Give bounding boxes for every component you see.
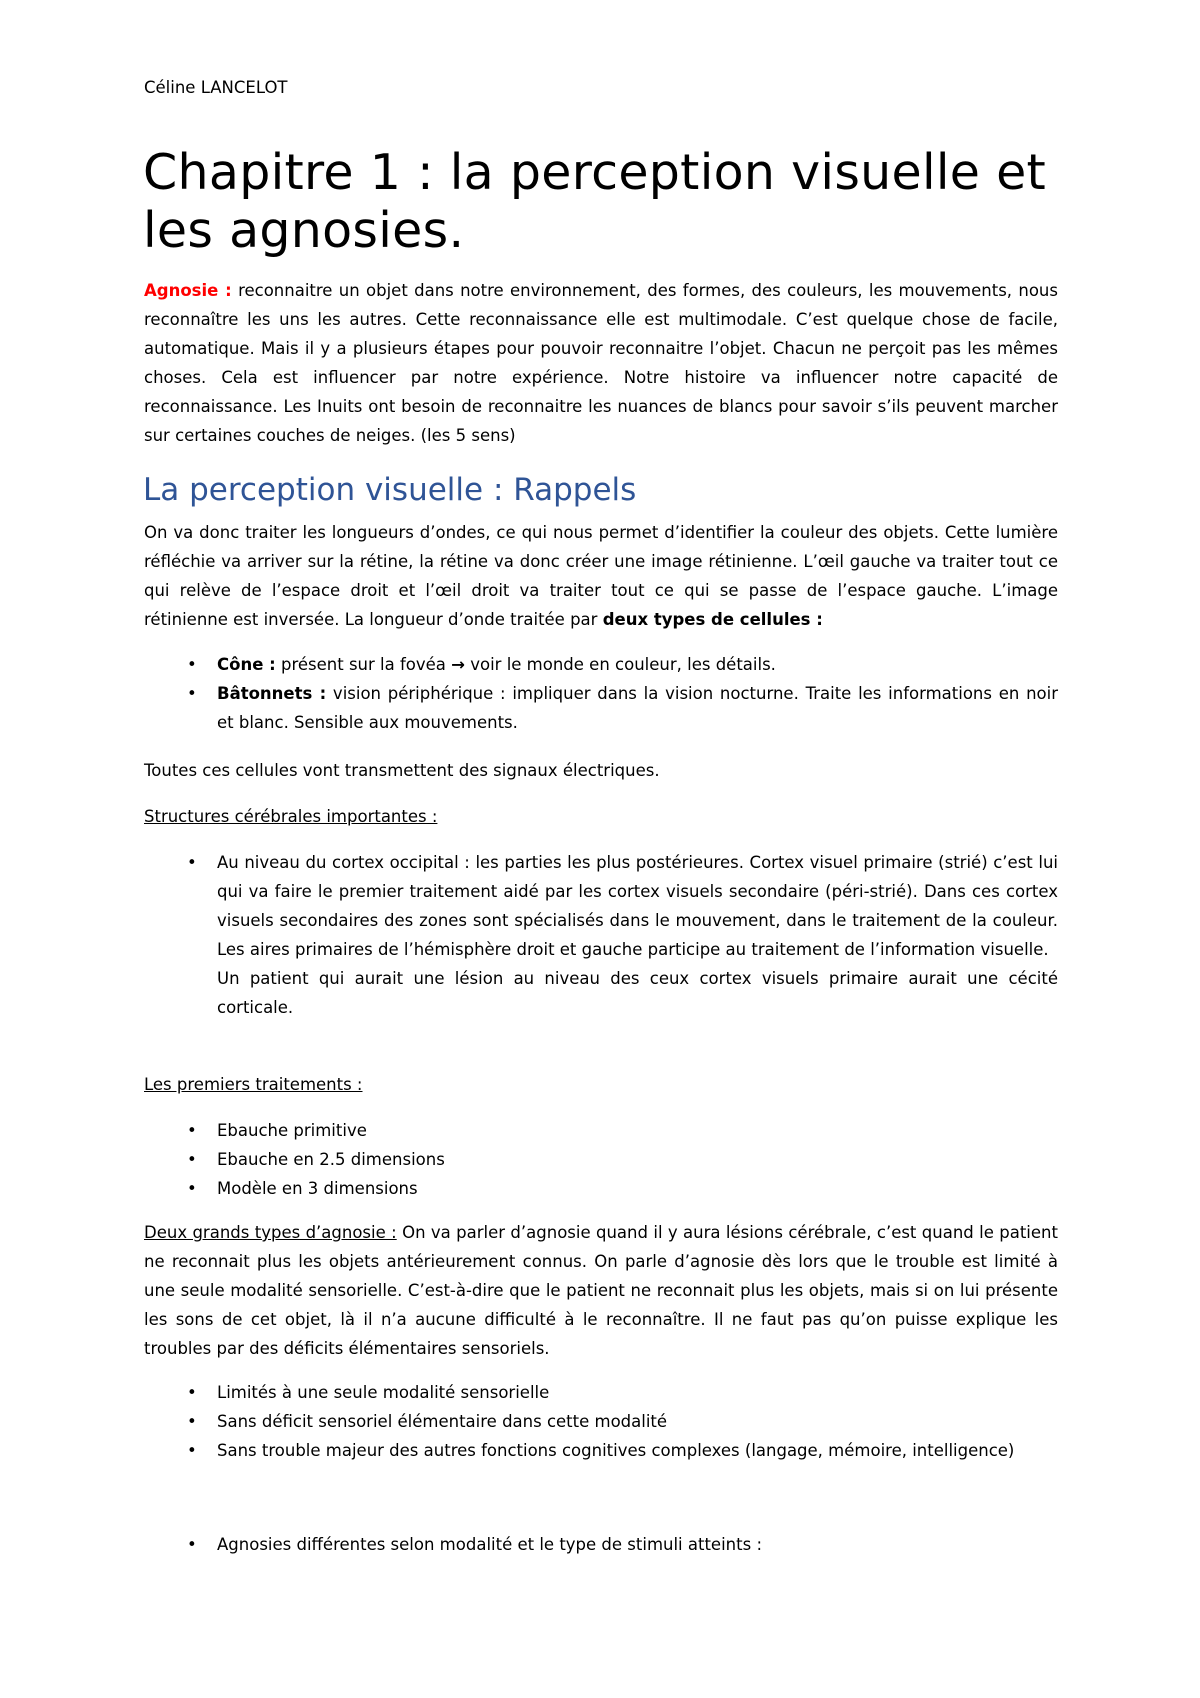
list-item [144, 1530, 1058, 1559]
bullet-icon: • [187, 1150, 197, 1169]
bullet-icon: • [187, 1383, 197, 1402]
last-list [144, 1530, 1058, 1559]
list-item [144, 1145, 1058, 1174]
bullet-icon: • [187, 1535, 197, 1554]
structures-label-text: Structures cérébrales importantes : [144, 807, 438, 826]
structures-label [144, 802, 1058, 831]
criteria-list [144, 1378, 1058, 1465]
page-title: Chapitre 1 : la perception visuelle et les agnosies. [143, 144, 1047, 259]
deux-types-paragraph [144, 1218, 1058, 1363]
author-name: Céline LANCELOT [144, 78, 288, 97]
perception-paragraph [144, 518, 1058, 634]
bullet-icon: • [187, 1441, 197, 1460]
last-item-text: Agnosies différentes selon modalité et le type de stimuli atteints : [217, 1535, 762, 1554]
cone-rest: voir le monde en couleur, les détails. [464, 655, 776, 674]
bullet-icon: • [187, 684, 197, 703]
signals-paragraph: Toutes ces cellules vont transmettent des signaux électriques. [144, 761, 660, 780]
criteria-item: Sans trouble majeur des autres fonctions cognitives complexes (langage, mémoire, intelligence) [217, 1441, 1015, 1460]
bullet-icon: • [187, 1412, 197, 1431]
intro-paragraph [144, 276, 1058, 450]
premiers-item: Ebauche en 2.5 dimensions [217, 1150, 445, 1169]
perception-bold: deux types de cellules : [602, 610, 823, 629]
cone-text: présent sur la fovéa [275, 655, 452, 674]
cone-label: Cône : [217, 655, 276, 674]
premiers-item: Modèle en 3 dimensions [217, 1179, 418, 1198]
criteria-item: Limités à une seule modalité sensorielle [217, 1383, 550, 1402]
structures-item-p1: Au niveau du cortex occipital : les parties les plus postérieures. Cortex visuel primaire (strié) c’est lui qui va faire le premier traitement aidé par les cortex visuels secondaire (péri-strié). Dans ces cortex visuels secondaires des zones sont spécialisés dans le mouvement, dans le traitement de la couleur. Les aires primaires de l’hémisphère droit et gauche participe au traitement de l’information visuelle. [217, 853, 1058, 959]
structures-item-p2: Un patient qui aurait une lésion au niveau des ceux cortex visuels primaire aurait une cécité corticale. [217, 969, 1058, 1017]
bullet-icon: • [187, 853, 197, 872]
batonnets-label: Bâtonnets : [217, 684, 327, 703]
premiers-label-text: Les premiers traitements : [144, 1075, 363, 1094]
list-item [144, 1436, 1058, 1465]
list-item [144, 848, 1058, 1022]
premiers-label [144, 1070, 1058, 1099]
list-item [144, 1407, 1058, 1436]
premiers-list [144, 1116, 1058, 1203]
deux-types-text: On va parler d’agnosie quand il y aura lésions cérébrale, c’est quand le patient ne reconnait plus les objets antérieurement connus. On parle d’agnosie dès lors que le trouble est limité à une seule modalité sensorielle. C’est-à-dire que le patient ne reconnait plus les objets, mais si on lui présente les sons de cet objet, là il n’a aucune difficulté à le reconnaître. Il ne faut pas qu’on puisse explique les troubles par des déficits élémentaires sensoriels. [144, 1223, 1058, 1358]
list-item [144, 650, 1058, 679]
bullet-icon: • [187, 1121, 197, 1140]
section-heading: La perception visuelle : Rappels [143, 472, 637, 508]
bullet-icon: • [187, 1179, 197, 1198]
batonnets-text: vision périphérique : impliquer dans la vision nocturne. Traite les informations en noir et blanc. Sensible aux mouvements. [217, 684, 1059, 732]
list-item [144, 1378, 1058, 1407]
premiers-item: Ebauche primitive [217, 1121, 367, 1140]
structures-list [144, 848, 1058, 1022]
agnosie-label: Agnosie : [144, 281, 232, 300]
list-item [144, 1174, 1058, 1203]
cells-list [144, 650, 1058, 737]
criteria-item: Sans déficit sensoriel élémentaire dans cette modalité [217, 1412, 668, 1431]
perception-text: On va donc traiter les longueurs d’ondes, ce qui nous permet d’identifier la couleur des objets. Cette lumière réfléchie va arriver sur la rétine, la rétine va donc créer une image rétinienne. L’œil gauche va traiter tout ce qui relève de l’espace droit et l’œil droit va traiter tout ce qui se passe de l’espace gauche. L’image rétinienne est inversée. La longueur d’onde traitée par [144, 523, 1058, 629]
arrow-right-icon: → [451, 655, 465, 674]
intro-text: reconnaitre un objet dans notre environnement, des formes, des couleurs, les mouvements, nous reconnaître les uns les autres. Cette reconnaissance elle est multimodale. C’est quelque chose de facile, automatique. Mais il y a plusieurs étapes pour pouvoir reconnaitre l’objet. Chacun ne perçoit pas les mêmes choses. Cela est influencer par notre expérience. Notre histoire va influencer notre capacité de reconnaissance. Les Inuits ont besoin de reconnaitre les nuances de blancs pour savoir s’ils peuvent marcher sur certaines couches de neiges. (les 5 sens) [144, 281, 1058, 445]
list-item [144, 679, 1058, 737]
list-item [144, 1116, 1058, 1145]
deux-types-label: Deux grands types d’agnosie : [144, 1223, 397, 1242]
bullet-icon: • [187, 655, 197, 674]
